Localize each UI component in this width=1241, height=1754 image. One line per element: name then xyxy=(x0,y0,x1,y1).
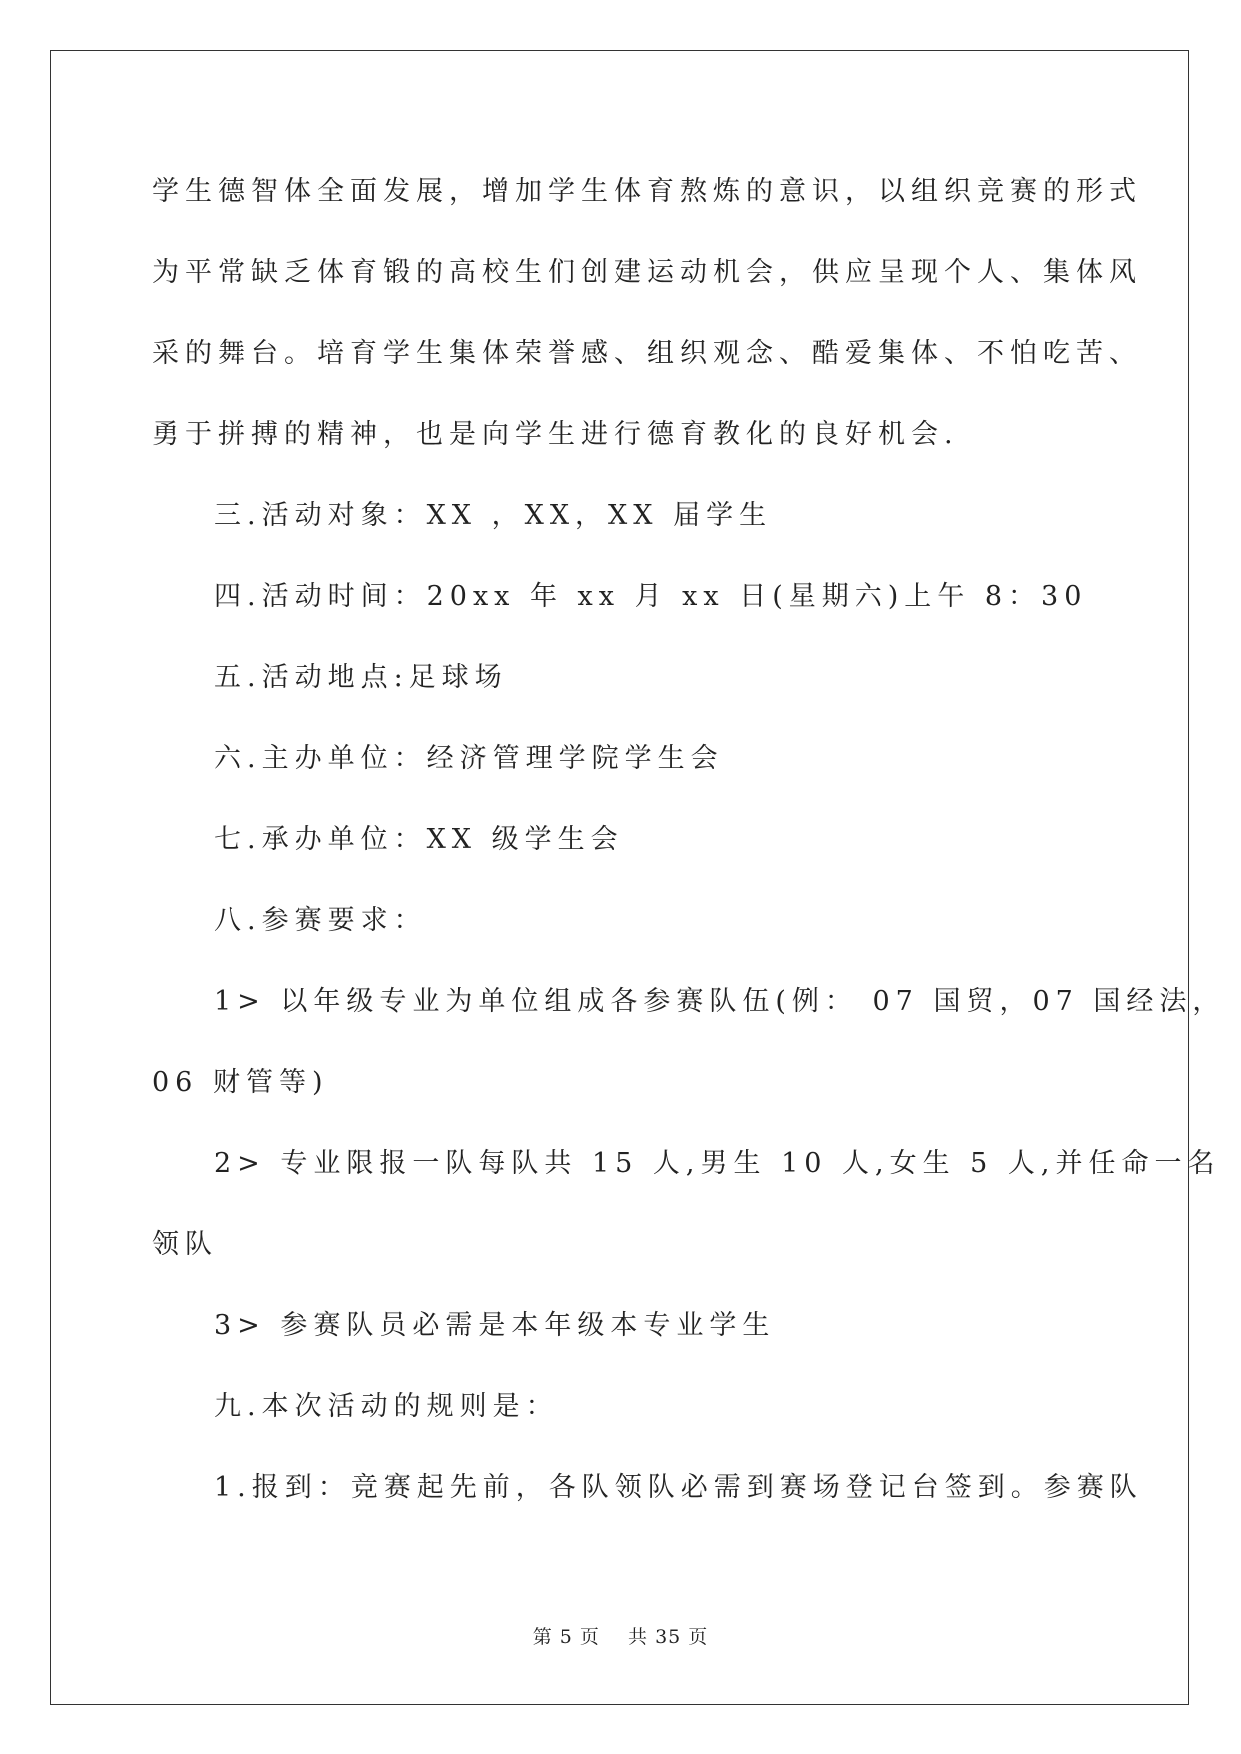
body-text-line: 采的舞台。培育学生集体荣誉感、组织观念、酷爱集体、不怕吃苦、 xyxy=(152,338,1142,369)
section-heading-6: 六.主办单位：经济管理学院学生会 xyxy=(214,743,724,774)
list-item-3: 3> 参赛队员必需是本年级本专业学生 xyxy=(214,1310,776,1341)
list-item-2: 2> 专业限报一队每队共 15 人,男生 10 人,女生 5 人,并任命一名 xyxy=(214,1148,1221,1179)
section-heading-3: 三.活动对象：XX ，XX，XX 届学生 xyxy=(214,500,773,531)
page-frame xyxy=(50,50,1189,1705)
section-heading-4: 四.活动时间：20xx 年 xx 月 xx 日(星期六)上午 8：30 xyxy=(214,581,1088,612)
section-heading-9: 九.本次活动的规则是： xyxy=(214,1391,559,1422)
section-heading-5: 五.活动地点:足球场 xyxy=(214,662,508,693)
body-text-line: 学生德智体全面发展，增加学生体育熬炼的意识，以组织竞赛的形式 xyxy=(152,176,1142,207)
section-heading-7: 七.承办单位：XX 级学生会 xyxy=(214,824,624,855)
list-item-1-continued: 06 财管等) xyxy=(152,1067,329,1098)
list-item-2-continued: 领队 xyxy=(152,1229,218,1260)
section-heading-8: 八.参赛要求： xyxy=(214,905,427,936)
body-text-line: 为平常缺乏体育锻的高校生们创建运动机会，供应呈现个人、集体风 xyxy=(152,257,1142,288)
rule-item-1: 1.报到：竞赛起先前，各队领队必需到赛场登记台签到。参赛队 xyxy=(214,1472,1143,1503)
list-item-1: 1> 以年级专业为单位组成各参赛队伍(例： 07 国贸，07 国经法， xyxy=(214,986,1226,1017)
page-number-footer: 第 5 页 共 35 页 xyxy=(532,1626,709,1648)
body-text-line: 勇于拼搏的精神，也是向学生进行德育教化的良好机会. xyxy=(152,419,959,450)
